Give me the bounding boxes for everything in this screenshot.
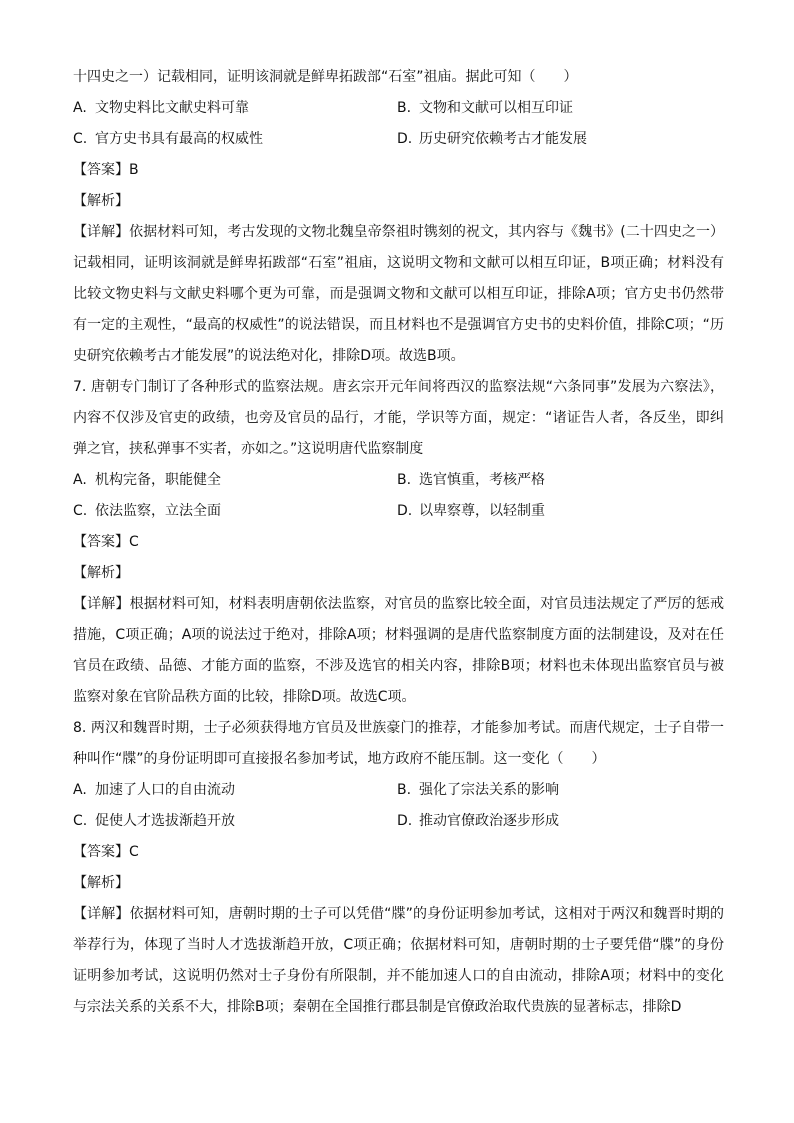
q6-options <box>73 93 724 155</box>
q7-option-d: D. 以卑察尊，以轻制重 <box>397 503 545 519</box>
q6-analysis-label: 【解析】 <box>73 193 129 209</box>
q6-option-b: B. 文物和文献可以相互印证 <box>397 100 573 116</box>
q8-option-d: D. 推动官僚政治逐步形成 <box>397 813 559 829</box>
q8-option-a: A. 加速了人口的自由流动 <box>73 782 235 798</box>
q7-option-c: C. 依法监察，立法全面 <box>73 503 221 519</box>
q7-answer: 【答案】C <box>73 534 139 550</box>
q6-option-a: A. 文物史料比文献史料可靠 <box>73 100 249 116</box>
q8-options <box>73 775 724 837</box>
q6-stem-tail: 十四史之一）记载相同，证明该洞就是鲜卑拓跋部“石室”祖庙。据此可知（ ） <box>73 69 578 85</box>
q6-option-c: C. 官方史书具有最高的权威性 <box>73 131 263 147</box>
q8-stem: 8. 两汉和魏晋时期，士子必须获得地方官员及世族豪门的推荐，才能参加考试。而唐代规定，士子自带一种叫作“牒”的身份证明即可直接报名参加考试，地方政府不能压制。这一变化（ ） <box>73 720 724 767</box>
q7-analysis-label: 【解析】 <box>73 565 129 581</box>
q8-analysis-label: 【解析】 <box>73 875 129 891</box>
q8-detail: 【详解】依据材料可知，唐朝时期的士子可以凭借“牒”的身份证明参加考试，这相对于两汉和魏晋时期的举荐行为，体现了当时人才选拔渐趋开放，C项正确；依据材料可知，唐朝时期的士子要凭借“牒”的身份证明参加考试，这说明仍然对士子身份有所限制，并不能加速人口的自由流动，排除A项；材料中的变化与宗法关系的关系不大，排除B项；秦朝在全国推行郡县制是官僚政治取代贵族的显著标志，排除D <box>73 906 724 1015</box>
q8-option-b: B. 强化了宗法关系的影响 <box>397 782 559 798</box>
q7-detail: 【详解】根据材料可知，材料表明唐朝依法监察，对官员的监察比较全面，对官员违法规定了严厉的惩戒措施，C项正确；A项的说法过于绝对，排除A项；材料强调的是唐代监察制度方面的法制建设，及对在任官员在政绩、品德、才能方面的监察，不涉及选官的相关内容，排除B项；材料也未体现出监察官员与被监察对象在官阶品秩方面的比较，排除D项。故选C项。 <box>73 596 724 705</box>
q7-options <box>73 465 724 527</box>
q8-option-c: C. 促使人才选拔渐趋开放 <box>73 813 235 829</box>
q6-detail: 【详解】依据材料可知，考古发现的文物北魏皇帝祭祖时镌刻的祝文，其内容与《魏书》(二十四史之一）记载相同，证明该洞就是鲜卑拓跋部“石室”祖庙，这说明文物和文献可以相互印证，B项正确；材料没有比较文物史料与文献史料哪个更为可靠，而是强调文物和文献可以相互印证，排除A项；官方史书仍然带有一定的主观性，“最高的权威性”的说法错误，而且材料也不是强调官方史书的史料价值，排除C项；“历史研究依赖考古才能发展”的说法绝对化，排除D项。故选B项。 <box>73 224 724 364</box>
q7-option-b: B. 选官慎重，考核严格 <box>397 472 545 488</box>
q6-option-d: D. 历史研究依赖考古才能发展 <box>397 131 587 147</box>
q8-answer: 【答案】C <box>73 844 139 860</box>
q7-option-a: A. 机构完备，职能健全 <box>73 472 221 488</box>
q6-answer: 【答案】B <box>73 162 139 178</box>
q7-stem: 7. 唐朝专门制订了各种形式的监察法规。唐玄宗开元年间将西汉的监察法规“六条同事”发展为六察法》，内容不仅涉及官吏的政绩，也旁及官员的品行，才能，学识等方面，规定：“诸证告人者，各反坐，即纠弹之官，挟私弹事不实者，亦如之。”这说明唐代监察制度 <box>73 379 724 457</box>
